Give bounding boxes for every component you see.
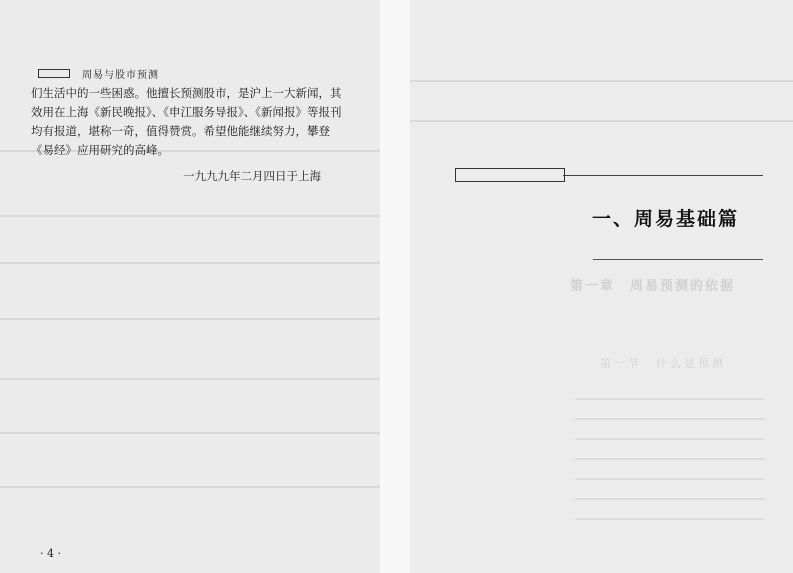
bleed-through-line xyxy=(575,418,765,420)
bleed-through-line xyxy=(575,498,765,500)
bleed-through-line xyxy=(575,398,765,400)
book-gutter xyxy=(380,0,410,573)
bleed-through-line xyxy=(575,478,765,480)
part-title-underline xyxy=(593,259,763,260)
running-head-box xyxy=(38,69,70,78)
bleed-through-line xyxy=(410,120,793,122)
right-page xyxy=(410,0,793,573)
running-head xyxy=(38,66,159,81)
bleed-through-line xyxy=(0,486,380,488)
bleed-through-section-heading: 第一节 什么是预测 xyxy=(600,357,726,370)
body-paragraph xyxy=(31,84,347,160)
part-title-rule xyxy=(563,175,763,176)
bleed-through-line xyxy=(575,518,765,520)
bleed-through-line xyxy=(575,438,765,440)
bleed-through-line xyxy=(410,80,793,82)
bleed-through-line xyxy=(0,215,380,217)
bleed-through-chapter-heading: 第一章 周易预测的依据 xyxy=(570,279,736,294)
bleed-through-line xyxy=(0,262,380,264)
running-head-text: 周易与股市预测 xyxy=(82,70,159,81)
part-title: 一、周易基础篇 xyxy=(592,208,740,230)
date-line: 一九九九年二月四日于上海 xyxy=(183,169,321,183)
bleed-through-line xyxy=(0,318,380,320)
paragraph-text: 们生活中的一些困惑。他擅长预测股市，是沪上一大新闻，其效用在上海《新民晚报》、《申江服务导报》、《新闻报》等报刊均有报道，堪称一奇，值得赞赏。希望他能继续努力，攀登《易经》应用研究的高峰。 xyxy=(31,86,342,157)
part-title-box xyxy=(455,168,565,182)
bleed-through-line xyxy=(0,378,380,380)
bleed-through-line xyxy=(0,432,380,434)
page-number: · 4 · xyxy=(40,547,61,560)
left-page xyxy=(0,0,380,573)
bleed-through-line xyxy=(575,458,765,460)
